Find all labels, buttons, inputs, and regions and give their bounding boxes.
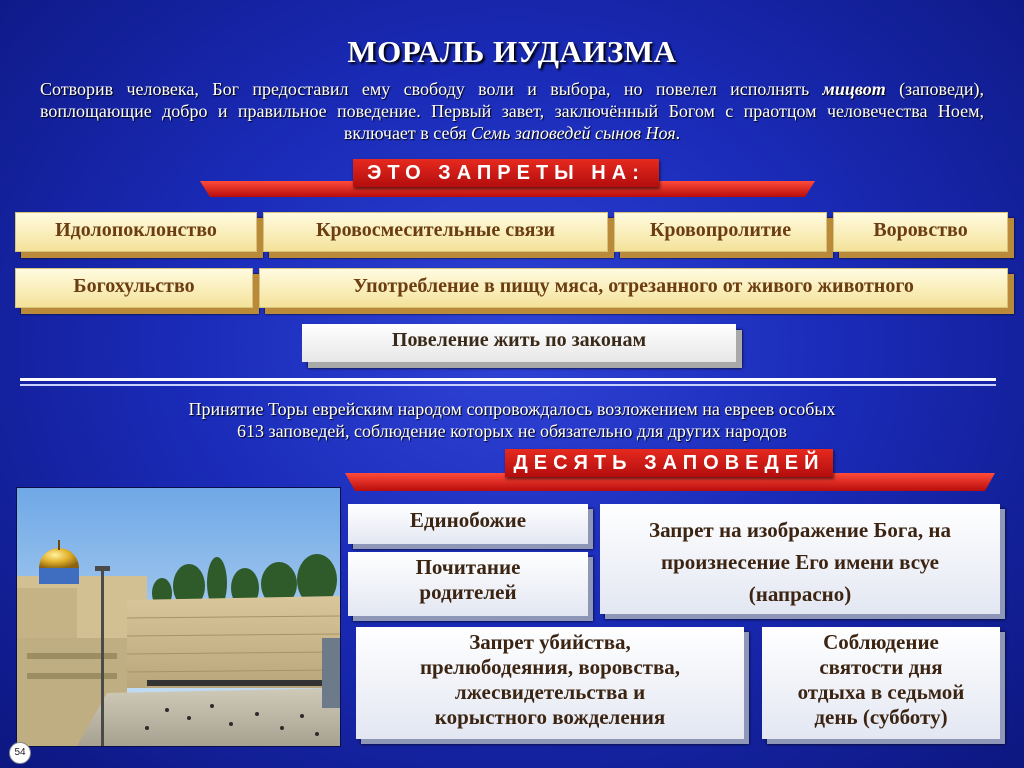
western-wall-photo bbox=[17, 488, 340, 746]
commandment-murder-line-4: корыстного вожделения bbox=[434, 705, 666, 729]
intro-mitzvot: мицвот bbox=[822, 79, 886, 99]
intro-part3: . bbox=[675, 123, 681, 143]
prohibition-incest-label: Кровосмесительные связи bbox=[315, 219, 556, 241]
commandment-sabbath bbox=[762, 627, 1000, 739]
intro-text bbox=[40, 78, 984, 144]
commandment-sabbath-line-4: день (субботу) bbox=[814, 705, 948, 729]
commandment-images-line-1: Запрет на изображение Бога, на bbox=[649, 518, 951, 542]
commandment-murder-line-3: лжесвидетельства и bbox=[454, 680, 646, 704]
separator-line-thin bbox=[20, 384, 996, 386]
ten-commandments-banner-label: ДЕСЯТЬ ЗАПОВЕДЕЙ bbox=[505, 449, 833, 477]
laws-command bbox=[302, 324, 736, 362]
intro-part2: (заповеди), воплощающие добро и правильное поведение. Первый завет, заключённый Богом с праотцом человечества Ноем, включает в себя bbox=[40, 79, 984, 143]
prohibition-blasphemy bbox=[15, 268, 253, 308]
page-number: 54 bbox=[9, 742, 31, 764]
prohibition-blasphemy-label: Богохульство bbox=[73, 275, 195, 297]
torah-text bbox=[60, 398, 964, 442]
prohibitions-banner-label: ЭТО ЗАПРЕТЫ НА: bbox=[353, 159, 659, 187]
page-title: МОРАЛЬ ИУДАИЗМА bbox=[347, 34, 677, 69]
commandment-murder-line-2: прелюбодеяния, воровства, bbox=[419, 655, 681, 679]
prohibition-incest bbox=[263, 212, 608, 252]
intro-part1: Сотворив человека, Бог предоставил ему свободу воли и выбора, но повелел исполнять bbox=[40, 79, 823, 99]
prohibition-idolatry-label: Идолопоклонство bbox=[55, 219, 217, 241]
prohibition-flesh bbox=[259, 268, 1008, 308]
commandment-honor-line-2: родителей bbox=[419, 580, 517, 604]
commandment-monotheism-label: Единобожие bbox=[409, 508, 527, 532]
prohibitions-banner bbox=[200, 159, 815, 197]
commandment-monotheism bbox=[348, 504, 588, 544]
torah-line-1: Принятие Торы еврейским народом сопровождалось возложением на евреев особых bbox=[188, 399, 836, 419]
commandment-murder-line-1: Запрет убийства, bbox=[469, 630, 631, 654]
western-wall-illustration bbox=[17, 488, 340, 746]
intro-seven-commandments: Семь заповедей сынов Ноя bbox=[470, 123, 676, 143]
prohibition-idolatry bbox=[15, 212, 257, 252]
commandment-sabbath-line-3: отдыха в седьмой bbox=[797, 680, 965, 704]
prohibition-theft bbox=[833, 212, 1008, 252]
prohibition-theft-label: Воровство bbox=[873, 219, 968, 241]
prohibition-bloodshed bbox=[614, 212, 827, 252]
commandment-images-line-3: (напрасно) bbox=[748, 582, 852, 606]
prohibition-flesh-label: Употребление в пищу мяса, отрезанного от живого животного bbox=[353, 275, 914, 297]
commandment-sabbath-line-1: Соблюдение bbox=[823, 630, 939, 654]
commandment-no-murder bbox=[356, 627, 744, 739]
commandment-images-line-2: произнесение Его имени всуе bbox=[661, 550, 939, 574]
ten-commandments-banner bbox=[345, 449, 995, 491]
torah-line-2: 613 заповедей, соблюдение которых не обязательно для других народов bbox=[237, 421, 787, 441]
commandment-honor-parents bbox=[348, 552, 588, 616]
separator-line bbox=[20, 378, 996, 381]
commandment-honor-line-1: Почитание bbox=[415, 555, 521, 579]
laws-command-label: Повеление жить по законам bbox=[391, 329, 647, 351]
prohibition-bloodshed-label: Кровопролитие bbox=[649, 219, 792, 241]
commandment-no-images bbox=[600, 504, 1000, 614]
commandment-sabbath-line-2: святости дня bbox=[819, 655, 943, 679]
